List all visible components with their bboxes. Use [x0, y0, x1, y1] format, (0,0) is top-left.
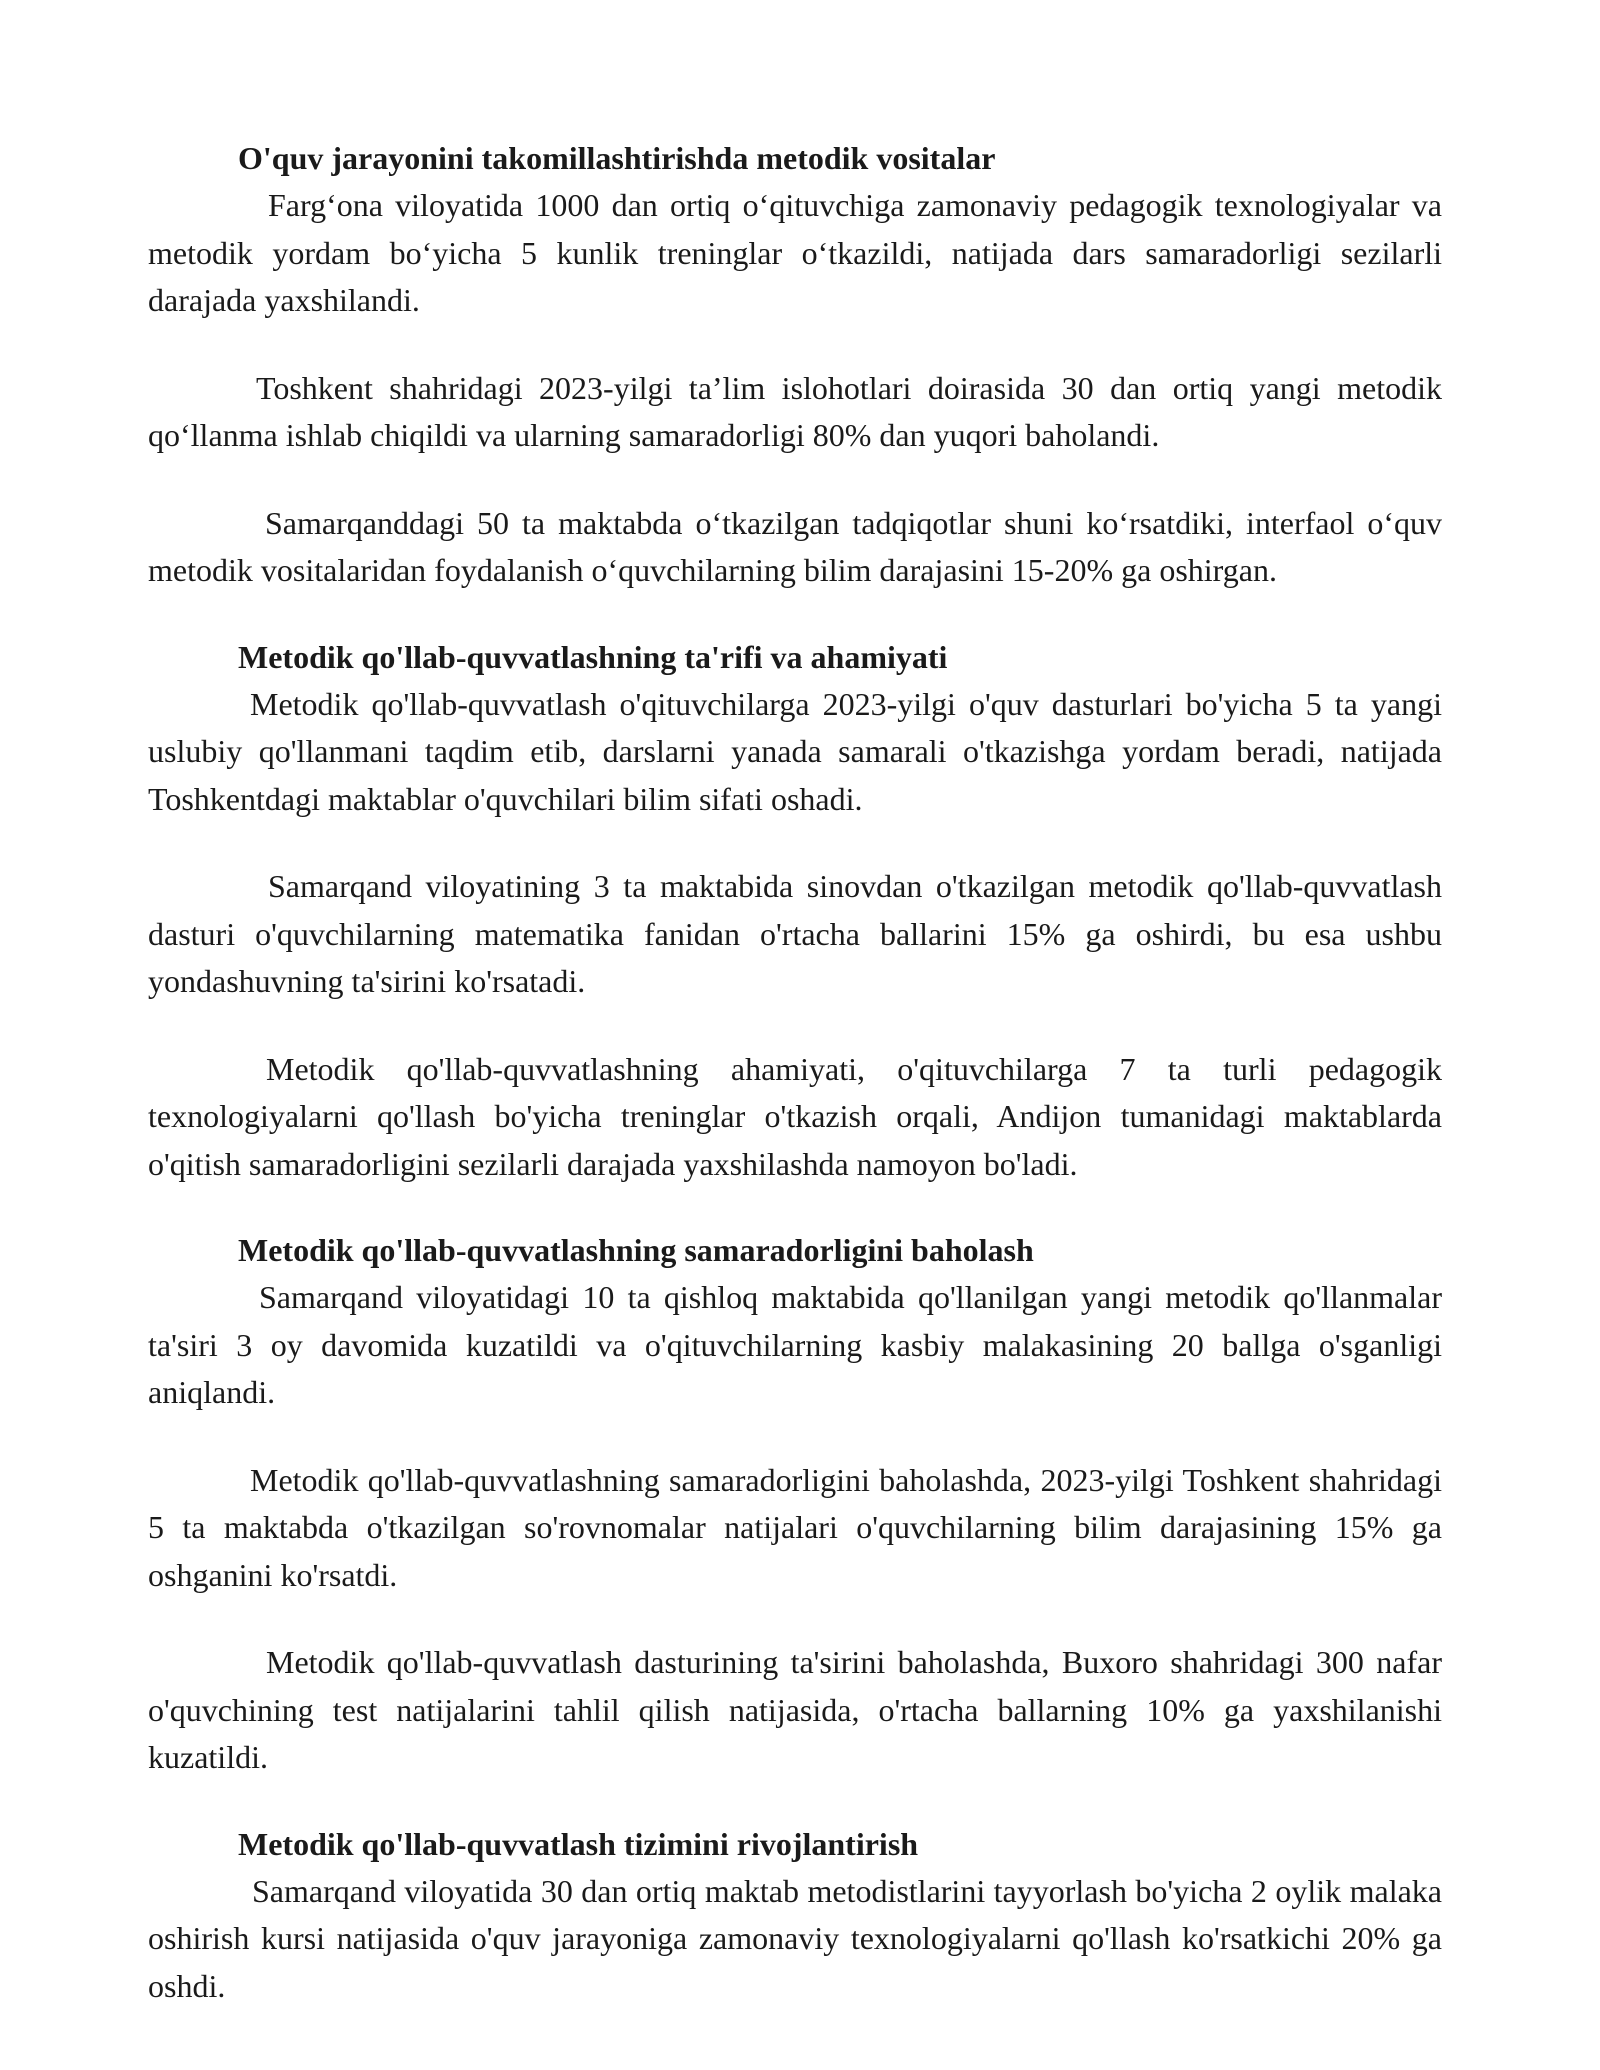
paragraph: Samarqanddagi 50 ta maktabda o‘tkazilgan tadqiqotlar shuni ko‘rsatdiki, interfaol o‘quv metodik vositalaridan foydalanish o‘quvchilarning bilim darajasini 15-20% ga oshirgan. [148, 504, 1442, 588]
section-3 [148, 1226, 1442, 1782]
section-heading: O'quv jarayonini takomillashtirishda metodik vositalar [238, 140, 996, 176]
paragraph: Metodik qo'llab-quvvatlash dasturining ta'sirini baholashda, Buxoro shahridagi 300 nafar o'quvchining test natijalarini tahlil qilish natijasida, o'rtacha ballarning 10% ga yaxshilanishi kuzatildi. [148, 1644, 1442, 1775]
paragraph: Toshkent shahridagi 2023-yilgi ta’lim islohotlari doirasida 30 dan ortiq yangi metodik qo‘llanma ishlab chiqildi va ularning samaradorligi 80% dan yuqori baholandi. [148, 369, 1442, 453]
paragraph: Metodik qo'llab-quvvatlashning samaradorligini baholashda, 2023-yilgi Toshkent shahridagi 5 ta maktabda o'tkazilgan so'rovnomalar natijalari o'quvchilarning bilim darajasining 15% ga oshganini ko'rsatdi. [148, 1461, 1442, 1593]
paragraph: Metodik qo'llab-quvvatlash o'qituvchilarga 2023-yilgi o'quv dasturlari bo'yicha 5 ta yangi uslubiy qo'llanmani taqdim etib, darslarni yanada samarali o'tkazishga yordam beradi, natijada Toshkentdagi maktablar o'quvchilari bilim sifati oshadi. [148, 685, 1442, 817]
paragraph: Samarqand viloyatining 3 ta maktabida sinovdan o'tkazilgan metodik qo'llab-quvvatlash dasturi o'quvchilarning matematika fanidan o'rtacha ballarini 15% ga oshirdi, bu esa ushbu yondashuvning ta'sirini ko'rsatadi. [148, 868, 1442, 999]
paragraph: Metodik qo'llab-quvvatlashning ahamiyati, o'qituvchilarga 7 ta turli pedagogik texnologiyalarni qo'llash bo'yicha treninglar o'tkazish orqali, Andijon tumanidagi maktablarda o'qitish samaradorligini sezilarli darajada yaxshilashda namoyon bo'ladi. [148, 1050, 1442, 1182]
section-heading: Metodik qo'llab-quvvatlashning samaradorligini baholash [238, 1232, 1034, 1268]
section-heading: Metodik qo'llab-quvvatlash tizimini rivojlantirish [238, 1825, 919, 1862]
paragraph: Samarqand viloyatidagi 10 ta qishloq maktabida qo'llanilgan yangi metodik qo'llanmalar ta'siri 3 oy davomida kuzatildi va o'qituvchilarning kasbiy malakasining 20 ballga o'sganligi aniqlandi. [148, 1279, 1442, 1410]
section-heading: Metodik qo'llab-quvvatlashning ta'rifi va ahamiyati [238, 638, 948, 675]
document-page [148, 134, 1442, 2010]
section-1 [148, 134, 1442, 595]
paragraph: Farg‘ona viloyatida 1000 dan ortiq o‘qituvchiga zamonaviy pedagogik texnologiyalar va metodik yordam bo‘yicha 5 kunlik treninglar o‘tkazildi, natijada dars samaradorligi sezilarli darajada yaxshilandi. [148, 187, 1442, 318]
section-4 [148, 1820, 1442, 2011]
paragraph: Samarqand viloyatida 30 dan ortiq maktab metodistlarini tayyorlash bo'yicha 2 oylik malaka oshirish kursi natijasida o'quv jarayoniga zamonaviy texnologiyalarni qo'llash ko'rsatkichi 20% ga oshdi. [148, 1872, 1442, 2004]
section-2 [148, 633, 1442, 1189]
